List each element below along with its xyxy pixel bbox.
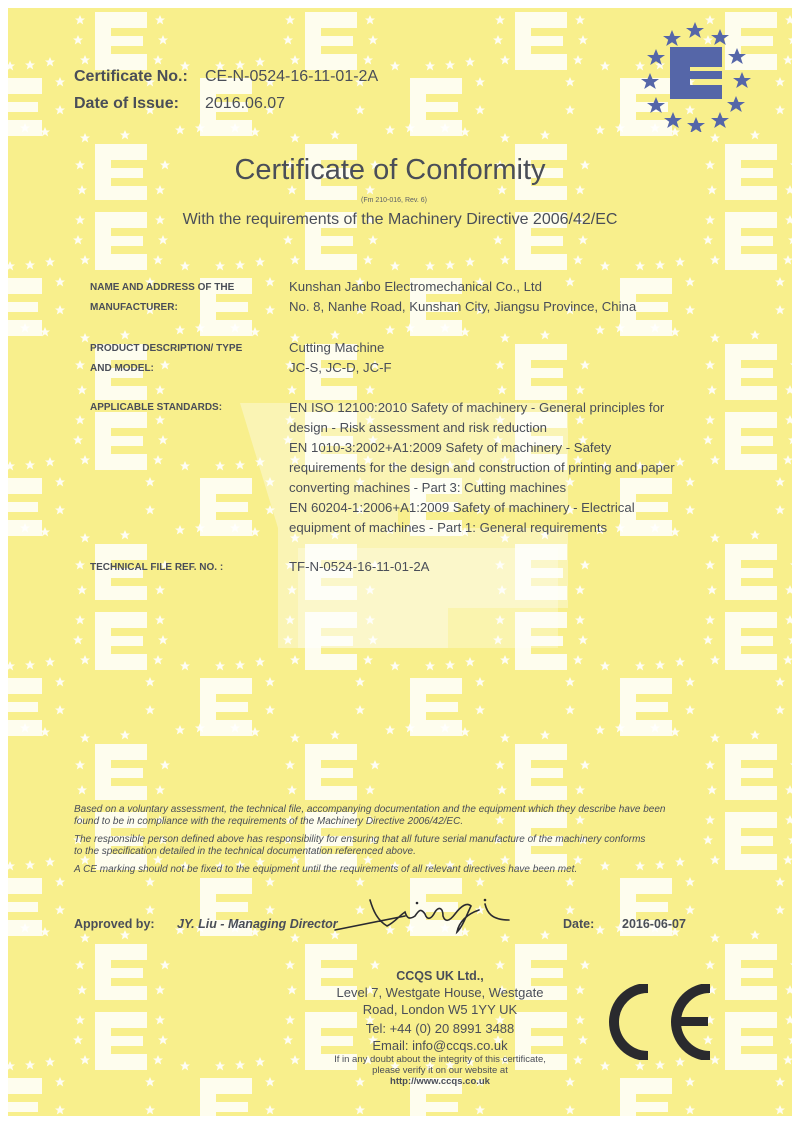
- certificate-no-value: CE-N-0524-16-11-01-2A: [205, 68, 379, 85]
- product-description: Cutting Machine: [289, 340, 385, 355]
- approval-date-label: Date:: [563, 917, 595, 931]
- approval-date-value: 2016-06-07: [622, 917, 686, 931]
- product-models: JC-S, JC-D, JC-F: [289, 360, 392, 375]
- issuer-tel: Tel: +44 (0) 20 8991 3488: [365, 1021, 515, 1036]
- verify-line-1: If in any doubt about the integrity of this certificate,: [334, 1054, 546, 1065]
- ce-mark-icon: [598, 984, 714, 1060]
- manufacturer-name: Kunshan Janbo Electromechanical Co., Ltd: [289, 279, 542, 294]
- issuer-address-line-2: Road, London W5 1YY UK: [362, 1002, 518, 1017]
- date-of-issue-value: 2016.06.07: [205, 95, 286, 112]
- issuer-website-link[interactable]: http://www.ccqs.co.uk: [390, 1076, 490, 1087]
- standard-line: EN ISO 12100:2010 Safety of machinery - General principles for: [289, 400, 665, 415]
- manufacturer-label-line-1: NAME AND ADDRESS OF THE: [90, 282, 235, 293]
- standard-line: converting machines - Part 3: Cutting machines: [289, 480, 567, 495]
- issuer-email: Email: info@ccqs.co.uk: [372, 1038, 508, 1053]
- standards-label: APPLICABLE STANDARDS:: [90, 402, 223, 413]
- handwritten-signature-icon: [295, 886, 535, 938]
- eu-stars-e-logo-icon: [636, 14, 754, 132]
- note-line: found to be in compliance with the requirements of the Machinery Directive 2006/42/EC.: [74, 816, 464, 827]
- page-title: Certificate of Conformity: [234, 154, 546, 186]
- manufacturer-label-line-2: MANUFACTURER:: [90, 302, 178, 313]
- issuer-name: CCQS UK Ltd.,: [396, 969, 484, 983]
- issuer-block: [300, 968, 580, 1088]
- directive-subtitle: With the requirements of the Machinery Directive 2006/42/EC: [182, 211, 618, 228]
- product-label-line-1: PRODUCT DESCRIPTION/ TYPE: [90, 343, 243, 354]
- technical-file-ref: TF-N-0524-16-11-01-2A: [289, 559, 430, 574]
- product-label-line-2: AND MODEL:: [90, 363, 154, 374]
- manufacturer-address: No. 8, Nanhe Road, Kunshan City, Jiangsu Province, China: [289, 299, 637, 314]
- certificate-no-label: Certificate No.:: [74, 68, 188, 85]
- technical-file-label: TECHNICAL FILE REF. NO. :: [90, 562, 224, 573]
- note-line: The responsible person defined above has responsibility for ensuring that all future serial manufacture of the machinery conforms: [74, 834, 646, 845]
- note-line: Based on a voluntary assessment, the technical file, accompanying documentation and the equipment which they describe have been: [74, 804, 666, 815]
- note-line: to the specification detailed in the technical documentation referenced above.: [74, 846, 416, 857]
- issuer-address-line-1: Level 7, Westgate House, Westgate: [336, 985, 544, 1000]
- approved-by-name: JY. Liu - Managing Director: [177, 917, 338, 931]
- verify-line-2: please verify it on our website at: [372, 1065, 508, 1076]
- note-line: A CE marking should not be fixed to the equipment until the requirements of all relevant directives have been met.: [74, 864, 578, 875]
- standard-line: requirements for the design and construction of printing and paper: [289, 460, 675, 475]
- standard-line: EN 60204-1:2006+A1:2009 Safety of machinery - Electrical: [289, 500, 635, 515]
- standard-line: equipment of machines - Part 1: General requirements: [289, 520, 608, 535]
- standard-line: EN 1010-3:2002+A1:2009 Safety of machinery - Safety: [289, 440, 612, 455]
- standard-line: design - Risk assessment and risk reduction: [289, 420, 547, 435]
- date-of-issue-label: Date of Issue:: [74, 95, 179, 112]
- form-reference: (Fm 210-016, Rev. 6): [360, 197, 427, 204]
- approved-by-label: Approved by:: [74, 917, 155, 931]
